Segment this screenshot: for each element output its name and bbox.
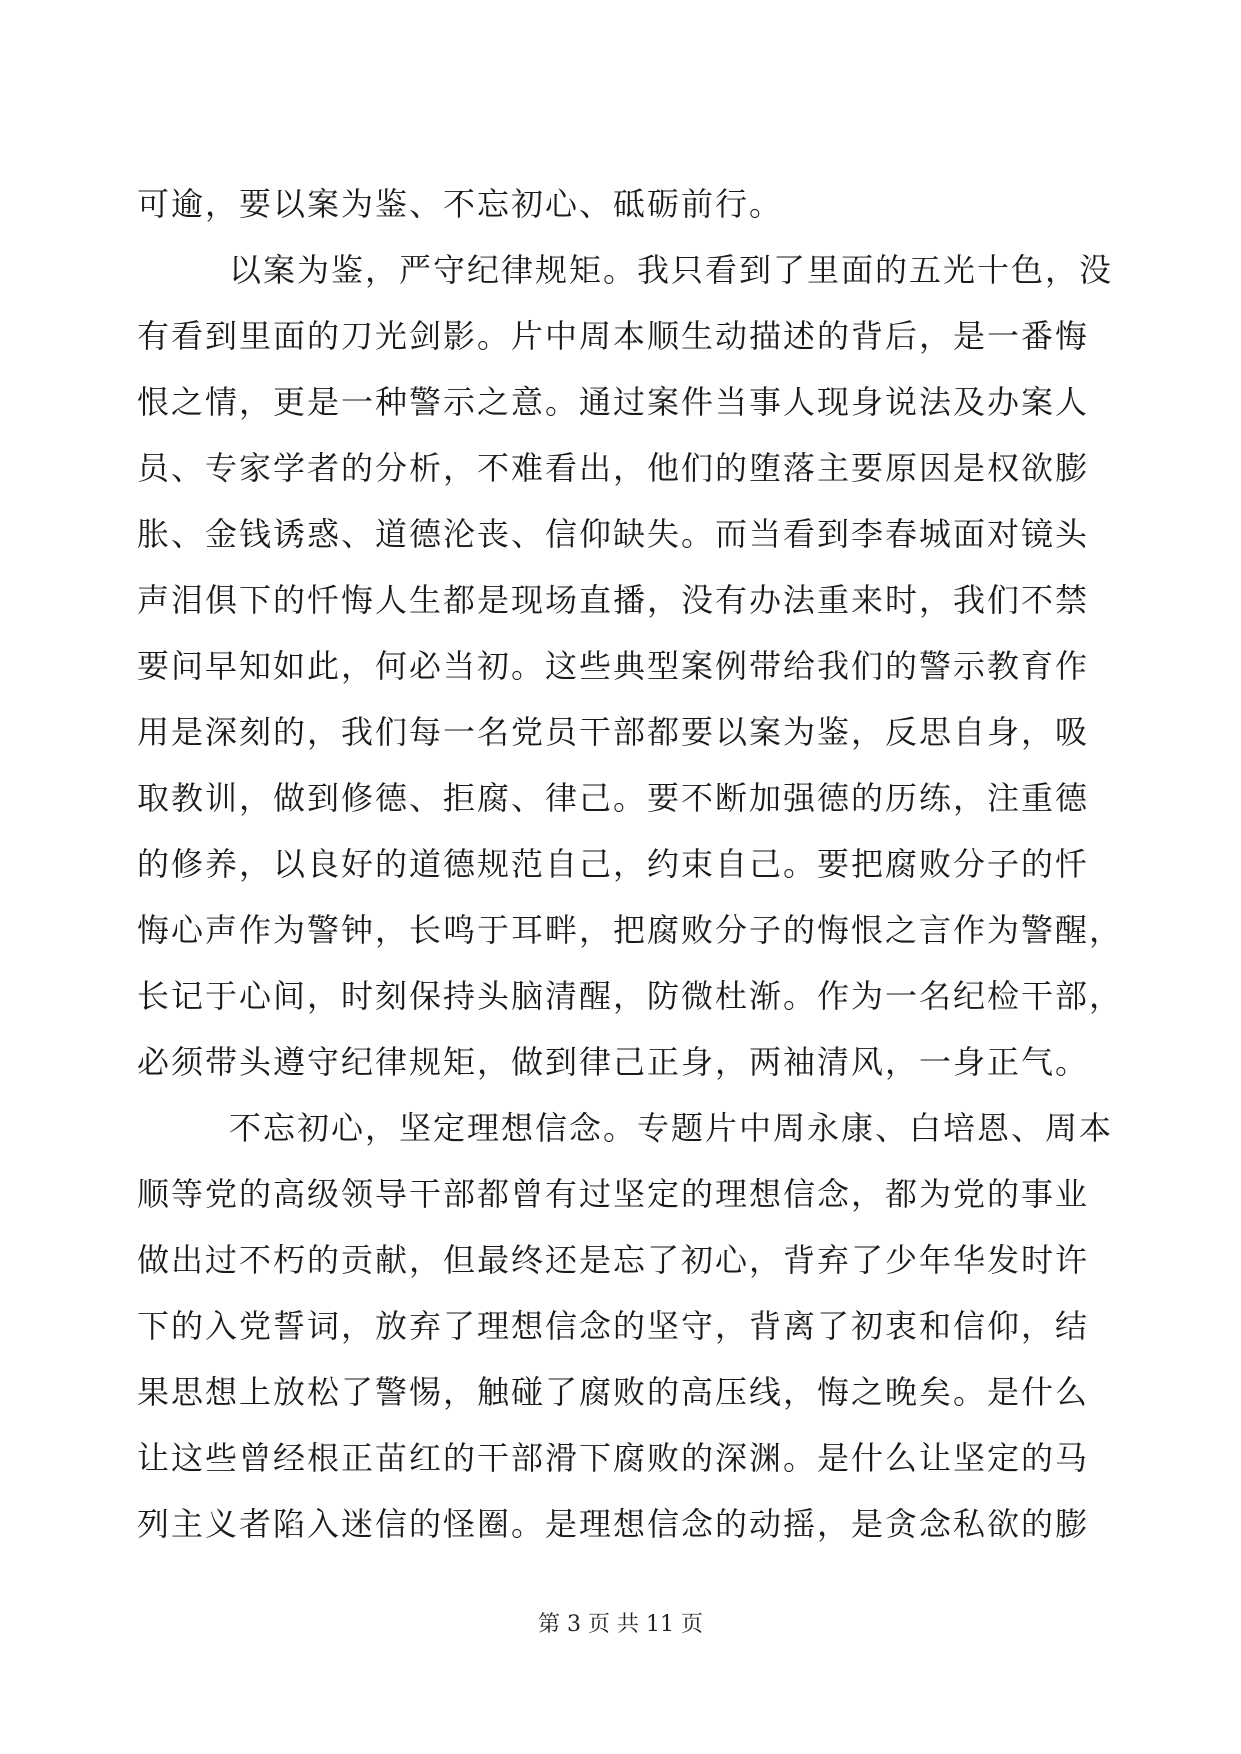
text-line: 员、专家学者的分析，不难看出，他们的堕落主要原因是权欲膨 — [137, 449, 1090, 487]
text-line: 声泪俱下的忏悔人生都是现场直播，没有办法重来时，我们不禁 — [137, 581, 1090, 619]
text-line: 必须带头遵守纪律规矩，做到律己正身，两袖清风，一身正气。 — [137, 1043, 1090, 1081]
text-line: 顺等党的高级领导干部都曾有过坚定的理想信念，都为党的事业 — [137, 1175, 1090, 1213]
text-line: 的修养，以良好的道德规范自己，约束自己。要把腐败分子的忏 — [137, 845, 1090, 883]
text-line: 取教训，做到修德、拒腐、律己。要不断加强德的历练，注重德 — [137, 779, 1090, 817]
page-number-footer: 第 3 页 共 11 页 — [538, 1612, 703, 1637]
text-line: 恨之情，更是一种警示之意。通过案件当事人现身说法及办案人 — [137, 383, 1090, 421]
text-line: 长记于心间，时刻保持头脑清醒，防微杜渐。作为一名纪检干部， — [137, 977, 1124, 1015]
text-line: 做出过不朽的贡献，但最终还是忘了初心，背弃了少年华发时许 — [137, 1241, 1090, 1279]
text-line: 用是深刻的，我们每一名党员干部都要以案为鉴，反思自身，吸 — [137, 713, 1090, 751]
text-line: 可逾，要以案为鉴、不忘初心、砥砺前行。 — [137, 185, 784, 223]
text-line: 有看到里面的刀光剑影。片中周本顺生动描述的背后，是一番悔 — [137, 317, 1090, 355]
text-line: 果思想上放松了警惕，触碰了腐败的高压线，悔之晚矣。是什么 — [137, 1373, 1090, 1411]
text-line: 悔心声作为警钟，长鸣于耳畔，把腐败分子的悔恨之言作为警醒， — [137, 911, 1124, 949]
text-line: 要问早知如此，何必当初。这些典型案例带给我们的警示教育作 — [137, 647, 1090, 685]
text-line: 让这些曾经根正苗红的干部滑下腐败的深渊。是什么让坚定的马 — [137, 1439, 1090, 1477]
paragraph-start-line: 以案为鉴，严守纪律规矩。我只看到了里面的五光十色，没 — [229, 251, 1114, 289]
paragraph-start-line: 不忘初心，坚定理想信念。专题片中周永康、白培恩、周本 — [229, 1109, 1114, 1147]
text-line: 下的入党誓词，放弃了理想信念的坚守，背离了初衷和信仰，结 — [137, 1307, 1090, 1345]
text-line: 胀、金钱诱惑、道德沦丧、信仰缺失。而当看到李春城面对镜头 — [137, 515, 1090, 553]
text-line: 列主义者陷入迷信的怪圈。是理想信念的动摇，是贪念私欲的膨 — [137, 1505, 1090, 1543]
